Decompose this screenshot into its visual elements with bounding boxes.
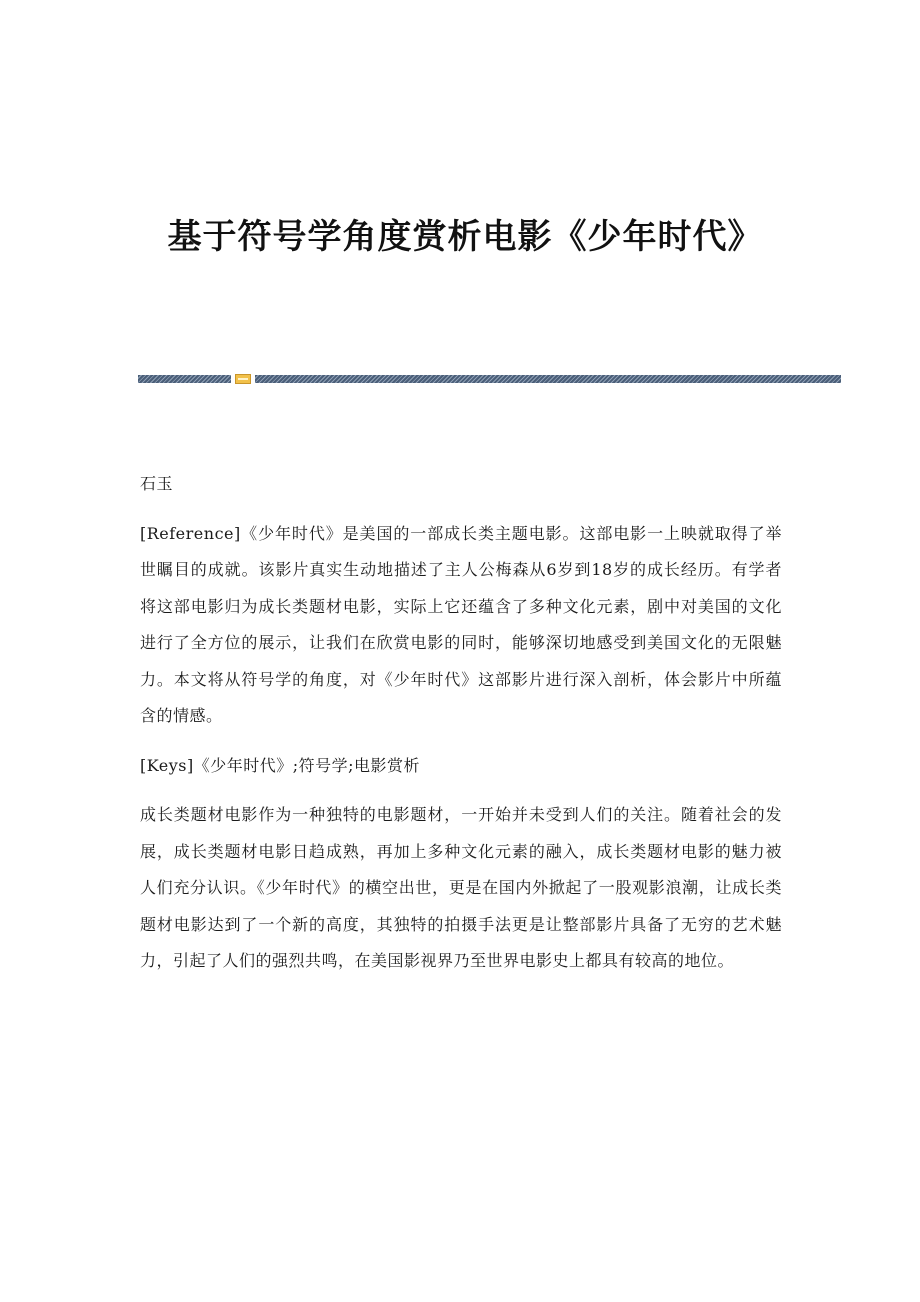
author-name: 石玉 <box>140 474 174 493</box>
abstract-paragraph: [Reference]《少年时代》是美国的一部成长类主题电影。这部电影一上映就取得了举世瞩目的成就。该影片真实生动地描述了主人公梅森从6岁到18岁的成长经历。有学者将这部电影归为成长类题材电影，实际上它还蕴含了多种文化元素，剧中对美国的文化进行了全方位的展示，让我们在欣赏电影的同时，能够深切地感受到美国文化的无限魅力。本文将从符号学的角度，对《少年时代》这部影片进行深入剖析，体会影片中所蕴含的情感。 <box>140 523 782 725</box>
document-title: 基于符号学角度赏析电影《少年时代》 <box>167 217 763 257</box>
body-paragraph: 成长类题材电影作为一种独特的电影题材，一开始并未受到人们的关注。随着社会的发展，成长类题材电影日趋成熟，再加上多种文化元素的融入，成长类题材电影的魅力被人们充分认识。《少年时代》的横空出世，更是在国内外掀起了一股观影浪潮，让成长类题材电影达到了一个新的高度，其独特的拍摄手法更是让整部影片具备了无穷的艺术魅力，引起了人们的强烈共鸣，在美国影视界乃至世界电影史上都具有较高的地位。 <box>140 805 782 970</box>
document-body <box>140 466 782 980</box>
keywords-line: [Keys]《少年时代》;符号学;电影赏析 <box>140 755 421 775</box>
divider-bar-right <box>255 375 841 383</box>
divider-bar-left <box>138 375 231 383</box>
title-divider <box>138 374 841 384</box>
envelope-ornament-icon <box>235 374 251 384</box>
